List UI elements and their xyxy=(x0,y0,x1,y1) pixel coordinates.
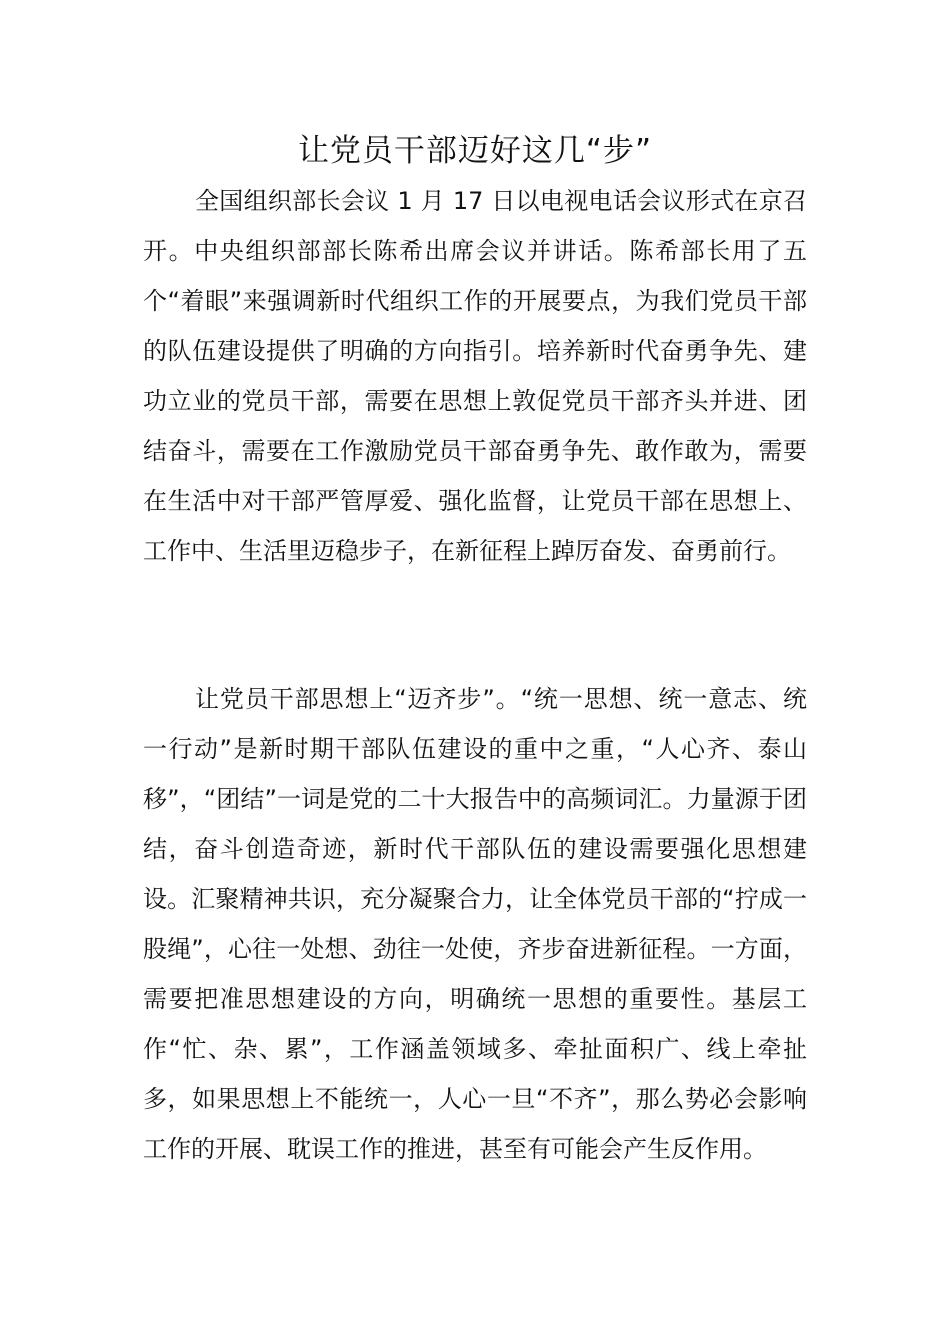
paragraph-2: 让党员干部思想上“迈齐步”。“统一思想、统一意志、统一行动”是新时期干部队伍建设的重中之重，“人心齐、泰山移”，“团结”一词是党的二十大报告中的高频词汇。力量源于团结，奋斗创造奇迹，新时代干部队伍的建设需要强化思想建设。汇聚精神共识，充分凝聚合力，让全体党员干部的“拧成一股绳”，心往一处想、劲往一处使，齐步奋进新征程。一方面，需要把准思想建设的方向，明确统一思想的重要性。基层工作“忙、杂、累”，工作涵盖领域多、牵扯面积广、线上牵扯多，如果思想上不能统一，人心一旦“不齐”，那么势必会影响工作的开展、耽误工作的推进，甚至有可能会产生反作用。 xyxy=(143,685,807,1163)
document-title: 让党员干部迈好这几“步” xyxy=(297,133,653,169)
paragraph-1: 全国组织部长会议 1 月 17 日以电视电话会议形式在京召开。中央组织部部长陈希出席会议并讲话。陈希部长用了五个“着眼”来强调新时代组织工作的开展要点，为我们党员干部的队伍建设提供了明确的方向指引。培养新时代奋勇争先、建功立业的党员干部，需要在思想上敦促党员干部齐头并进、团结奋斗，需要在工作激励党员干部奋勇争先、敢作敢为，需要在生活中对干部严管厚爱、强化监督，让党员干部在思想上、工作中、生活里迈稳步子，在新征程上踔厉奋发、奋勇前行。 xyxy=(143,187,807,565)
